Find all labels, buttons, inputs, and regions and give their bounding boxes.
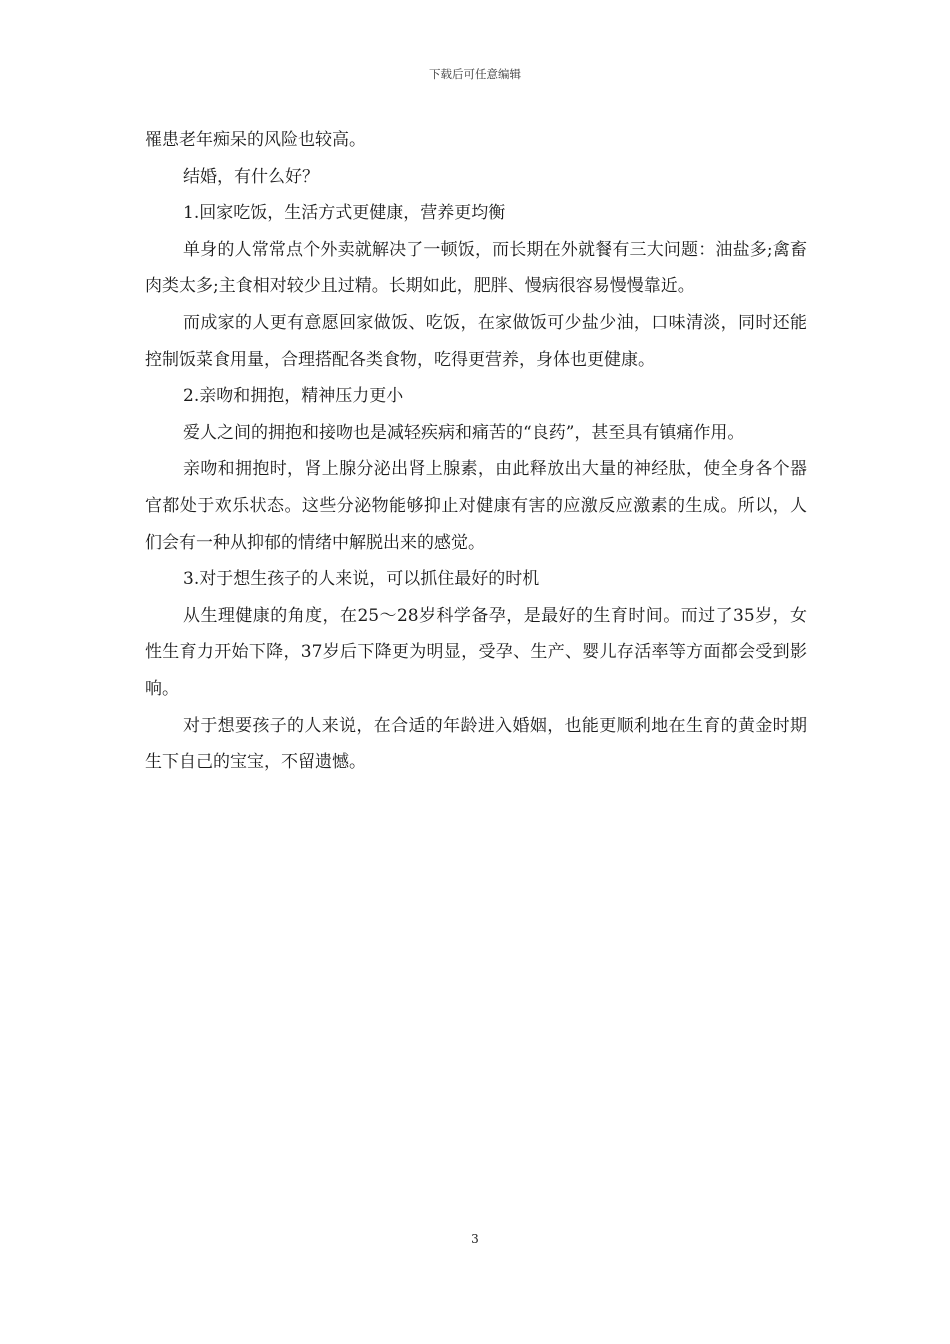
paragraph: 亲吻和拥抱时，肾上腺分泌出肾上腺素，由此释放出大量的神经肽，使全身各个器官都处于欢乐状态。这些分泌物能够抑止对健康有害的应激反应激素的生成。所以，人们会有一种从抑郁的情绪中解脱出来的感觉。 <box>145 459 807 553</box>
section-question: 结婚，有什么好？ <box>183 166 319 187</box>
paragraph: 对于想要孩子的人来说，在合适的年龄进入婚姻，也能更顺利地在生育的黄金时期生下自己的宝宝，不留遗憾。 <box>145 715 807 773</box>
section-heading-2: 2.亲吻和拥抱，精神压力更小 <box>183 386 404 407</box>
paragraph: 从生理健康的角度，在25～28岁科学备孕，是最好的生育时间。而过了35岁，女性生育力开始下降，37岁后下降更为明显，受孕、生产、婴儿存活率等方面都会受到影响。 <box>145 605 807 699</box>
page-number: 3 <box>471 1232 479 1246</box>
section-heading-3: 3.对于想生孩子的人来说，可以抓住最好的时机 <box>183 569 540 590</box>
page-header: 下载后可任意编辑 <box>429 67 521 81</box>
document-body <box>145 122 807 781</box>
section-heading-1: 1.回家吃饭，生活方式更健康，营养更均衡 <box>183 203 506 224</box>
paragraph-continuation: 罹患老年痴呆的风险也较高。 <box>145 130 366 150</box>
paragraph: 单身的人常常点个外卖就解决了一顿饭，而长期在外就餐有三大问题：油盐多;禽畜肉类太多;主食相对较少且过精。长期如此，肥胖、慢病很容易慢慢靠近。 <box>145 239 807 297</box>
paragraph: 而成家的人更有意愿回家做饭、吃饭，在家做饭可少盐少油，口味清淡，同时还能控制饭菜食用量，合理搭配各类食物，吃得更营养，身体也更健康。 <box>145 312 807 370</box>
paragraph: 爱人之间的拥抱和接吻也是减轻疾病和痛苦的“良药”，甚至具有镇痛作用。 <box>183 422 745 443</box>
